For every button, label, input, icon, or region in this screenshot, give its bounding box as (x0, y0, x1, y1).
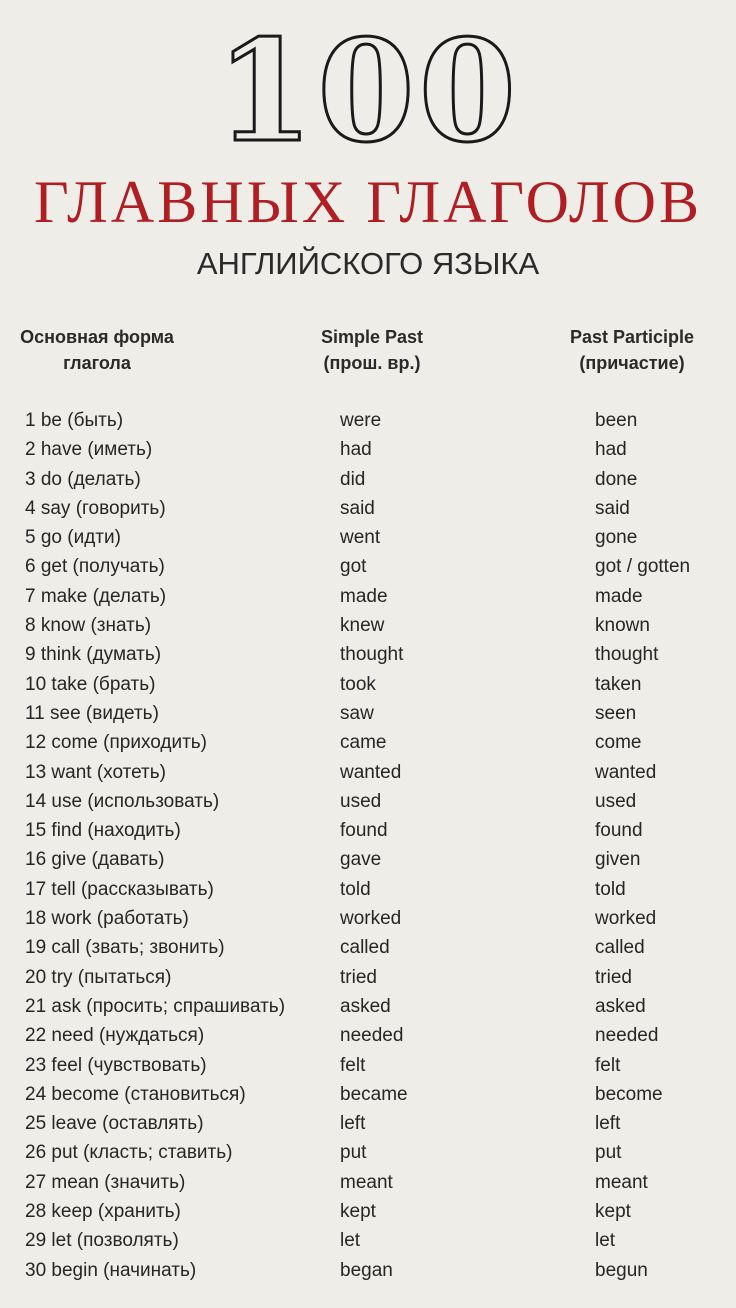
verb-past-participle: tried (595, 966, 632, 988)
verb-past-participle: come (595, 732, 642, 754)
verb-simple-past: made (340, 585, 388, 607)
verb-simple-past: tried (340, 966, 377, 988)
verb-base-form: 7 make (делать) (25, 585, 167, 607)
verb-past-participle: asked (595, 995, 646, 1017)
verb-simple-past: let (340, 1230, 361, 1252)
verb-past-participle: got / gotten (595, 556, 691, 578)
verb-simple-past: found (340, 820, 388, 842)
verb-past-participle: known (595, 615, 650, 637)
verb-base-form: 9 think (думать) (25, 644, 162, 666)
table-row (0, 963, 736, 992)
verb-simple-past: meant (340, 1171, 393, 1193)
verb-base-form: 10 take (брать) (25, 673, 156, 695)
verb-simple-past: went (340, 527, 381, 549)
verb-past-participle: done (595, 468, 638, 490)
verb-past-participle: wanted (595, 761, 657, 783)
verb-past-participle: made (595, 585, 643, 607)
table-row (0, 875, 736, 904)
verb-base-form: 29 let (позволять) (25, 1230, 179, 1252)
verb-base-form: 23 feel (чувствовать) (25, 1054, 207, 1076)
column-header-past-line2: (прош. вр.) (323, 353, 421, 373)
verb-past-participle: had (595, 439, 627, 461)
verb-simple-past: felt (340, 1054, 366, 1076)
verb-simple-past: wanted (340, 761, 402, 783)
column-header-simple-past (286, 324, 458, 376)
verb-past-participle: kept (595, 1201, 631, 1223)
verb-base-form: 4 say (говорить) (25, 497, 166, 519)
verb-base-form: 18 work (работать) (25, 908, 189, 930)
verb-simple-past: saw (340, 702, 374, 724)
verb-simple-past: became (340, 1083, 408, 1105)
column-header-participle-line2: (причастие) (579, 353, 685, 373)
verb-base-form: 12 come (приходить) (25, 732, 208, 754)
verb-simple-past: kept (340, 1201, 376, 1223)
verb-simple-past: put (340, 1142, 367, 1164)
verb-past-participle: gone (595, 527, 638, 549)
verb-past-participle: let (595, 1230, 616, 1252)
verb-base-form: 30 begin (начинать) (25, 1259, 197, 1281)
verb-past-participle: meant (595, 1171, 648, 1193)
verb-simple-past: worked (340, 908, 402, 930)
table-row (0, 1080, 736, 1109)
verb-past-participle: called (595, 937, 645, 959)
verb-base-form: 2 have (иметь) (25, 439, 153, 461)
table-row (0, 611, 736, 640)
verb-past-participle: been (595, 410, 638, 431)
verb-base-form: 21 ask (просить; спрашивать) (25, 995, 286, 1017)
table-row (0, 933, 736, 962)
verb-simple-past: used (340, 790, 382, 812)
verb-simple-past: left (340, 1113, 366, 1135)
verb-base-form: 15 find (находить) (25, 820, 181, 842)
verb-base-form: 16 give (давать) (25, 849, 165, 871)
verb-simple-past: called (340, 937, 390, 959)
table-row (0, 406, 736, 435)
table-row (0, 816, 736, 845)
column-header-base-form (6, 324, 188, 376)
verb-past-participle: become (595, 1083, 663, 1105)
table-row (0, 465, 736, 494)
verb-past-participle: needed (595, 1025, 659, 1047)
verb-past-participle: used (595, 790, 637, 812)
table-row (0, 582, 736, 611)
verb-simple-past: thought (340, 644, 404, 666)
column-header-participle-line1: Past Participle (569, 327, 695, 347)
table-row (0, 435, 736, 464)
verb-simple-past: came (340, 732, 387, 754)
verb-base-form: 24 become (становиться) (25, 1083, 246, 1105)
verb-base-form: 3 do (делать) (25, 468, 141, 490)
table-row (0, 1226, 736, 1255)
table-row (0, 552, 736, 581)
verb-past-participle: begun (595, 1259, 648, 1281)
verb-past-participle: taken (595, 673, 642, 695)
verb-simple-past: took (340, 673, 376, 695)
verb-simple-past: had (340, 439, 372, 461)
verb-past-participle: put (595, 1142, 622, 1164)
verb-past-participle: given (595, 849, 641, 871)
verb-base-form: 6 get (получать) (25, 556, 165, 578)
table-row (0, 904, 736, 933)
verb-simple-past: knew (340, 615, 385, 637)
verb-simple-past: told (340, 878, 371, 900)
verb-simple-past: got (340, 556, 367, 578)
column-header-base-line1: Основная форма (20, 327, 174, 347)
verb-base-form: 14 use (использовать) (25, 790, 220, 812)
table-row (0, 523, 736, 552)
table-row (0, 699, 736, 728)
verb-base-form: 22 need (нуждаться) (25, 1025, 205, 1047)
table-row (0, 1021, 736, 1050)
verb-simple-past: began (340, 1259, 393, 1281)
page-title: ГЛАВНЫХ ГЛАГОЛОВ (34, 169, 702, 235)
verb-table (0, 406, 736, 1285)
verb-base-form: 1 be (быть) (25, 410, 124, 431)
verb-simple-past: needed (340, 1025, 404, 1047)
verb-base-form: 19 call (звать; звонить) (25, 937, 225, 959)
verb-simple-past: asked (340, 995, 391, 1017)
verb-past-participle: told (595, 878, 626, 900)
verb-base-form: 11 see (видеть) (25, 702, 159, 724)
verb-past-participle: seen (595, 702, 637, 724)
page-subtitle: АНГЛИЙСКОГО ЯЗЫКА (196, 246, 540, 281)
verb-simple-past: did (340, 468, 366, 490)
verb-base-form: 13 want (хотеть) (25, 761, 166, 783)
table-row (0, 1138, 736, 1167)
verb-base-form: 28 keep (хранить) (25, 1201, 181, 1223)
verb-simple-past: said (340, 497, 375, 519)
verb-base-form: 27 mean (значить) (25, 1171, 186, 1193)
column-header-past-participle (546, 324, 718, 376)
table-row (0, 670, 736, 699)
table-row (0, 787, 736, 816)
table-row (0, 845, 736, 874)
verb-past-participle: thought (595, 644, 659, 666)
title-number: 100 (215, 10, 521, 174)
table-row (0, 494, 736, 523)
verb-past-participle: said (595, 497, 630, 519)
verb-past-participle: found (595, 820, 643, 842)
table-row (0, 992, 736, 1021)
verb-simple-past: were (340, 410, 382, 431)
verb-simple-past: gave (340, 849, 382, 871)
table-row (0, 758, 736, 787)
table-row (0, 1109, 736, 1138)
column-header-base-line2: глагола (63, 353, 131, 373)
table-row (0, 1168, 736, 1197)
verb-base-form: 5 go (идти) (25, 527, 121, 549)
table-row (0, 1051, 736, 1080)
verb-past-participle: left (595, 1113, 621, 1135)
verb-base-form: 17 tell (рассказывать) (25, 878, 214, 900)
column-header-past-line1: Simple Past (320, 327, 424, 347)
table-row (0, 1197, 736, 1226)
table-row (0, 728, 736, 757)
table-row (0, 1256, 736, 1285)
verb-base-form: 8 know (знать) (25, 615, 152, 637)
verb-base-form: 25 leave (оставлять) (25, 1113, 204, 1135)
table-row (0, 640, 736, 669)
verb-past-participle: felt (595, 1054, 621, 1076)
verb-past-participle: worked (595, 908, 657, 930)
verb-base-form: 20 try (пытаться) (25, 966, 172, 988)
verb-base-form: 26 put (класть; ставить) (25, 1142, 233, 1164)
